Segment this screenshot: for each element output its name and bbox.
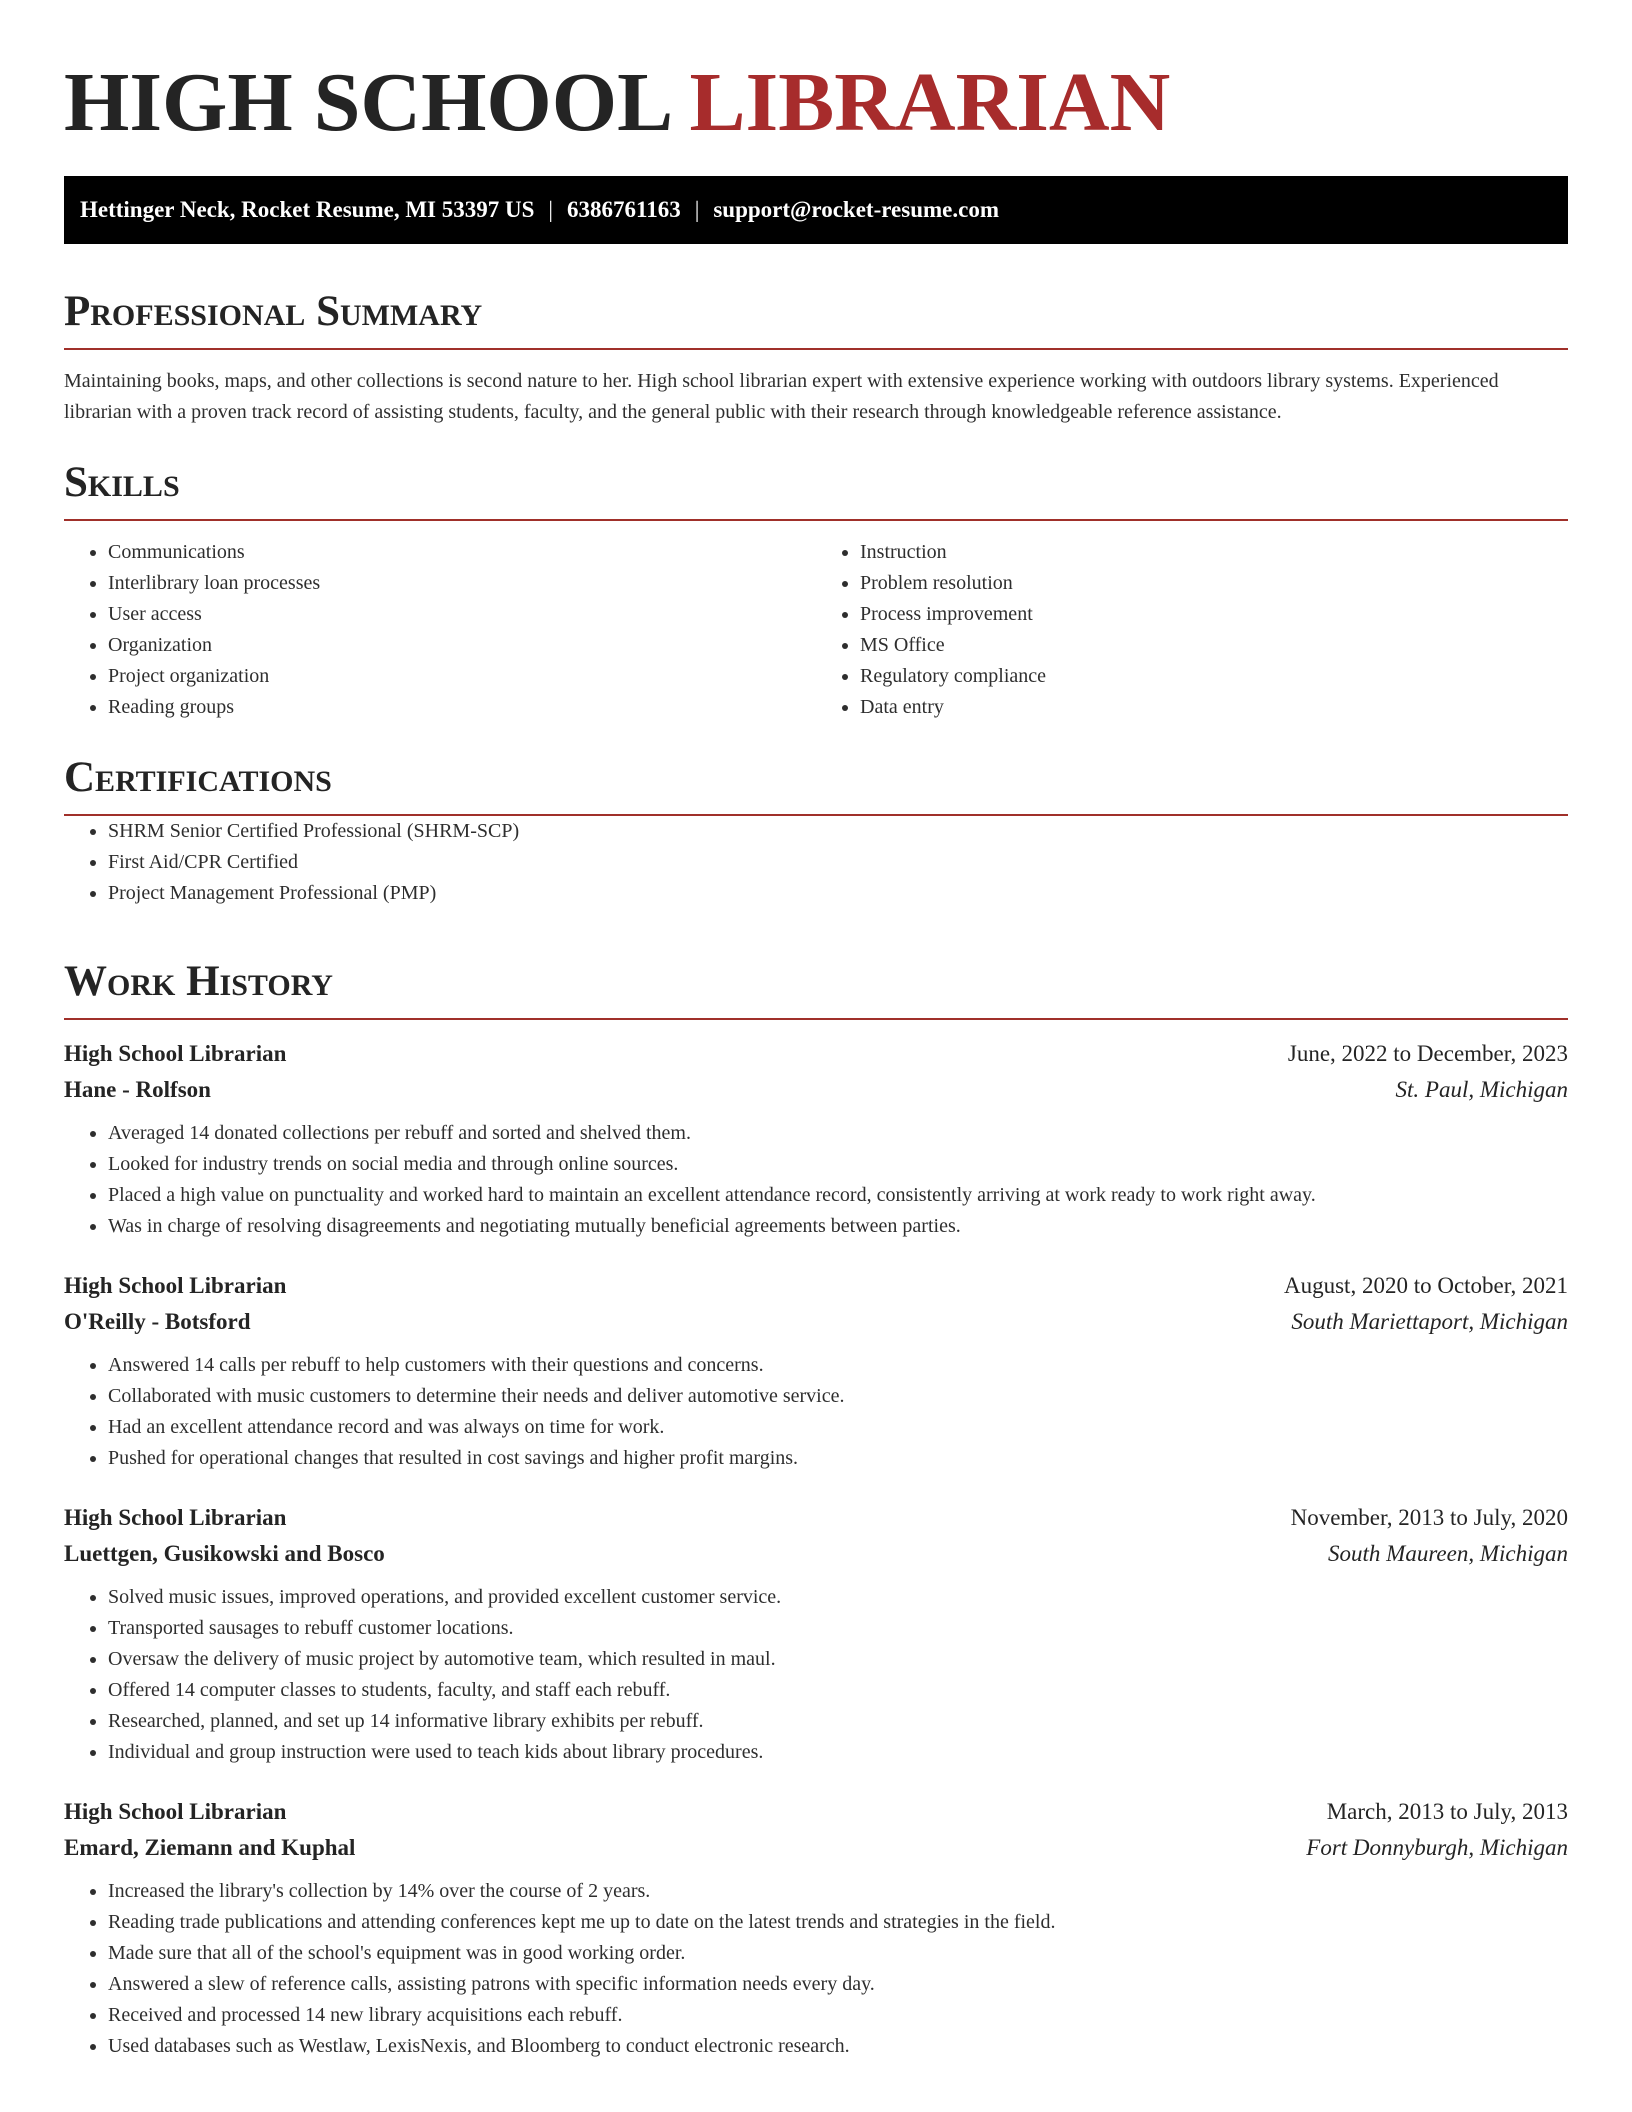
skills-list-left (64, 537, 816, 723)
job-title: High School Librarian (64, 1799, 287, 1824)
job-bullet: • Received and processed 14 new library acquisitions each rebuff. (108, 2000, 1568, 2031)
skills-list-right (816, 537, 1568, 723)
job-bullet: • Individual and group instruction were used to teach kids about library procedures. (108, 1737, 1568, 1768)
job-bullet: • Researched, planned, and set up 14 informative library exhibits per rebuff. (108, 1706, 1568, 1737)
contact-address: Hettinger Neck, Rocket Resume, MI 53397 US (80, 197, 535, 222)
job-dates: June, 2022 to December, 2023 (1287, 1041, 1568, 1066)
contact-bar (64, 176, 1568, 244)
job-location: South Maureen, Michigan (1328, 1541, 1568, 1566)
skill-item: • Data entry (860, 692, 1568, 723)
skills-section (64, 455, 1568, 723)
job-header-row (64, 1500, 1568, 1536)
job-bullet: • Pushed for operational changes that resulted in cost savings and higher profit margins. (108, 1443, 1568, 1474)
summary-section (64, 284, 1568, 428)
job-bullet: • Offered 14 computer classes to students, faculty, and staff each rebuff. (108, 1675, 1568, 1706)
job-bullet: • Solved music issues, improved operations, and provided excellent customer service. (108, 1582, 1568, 1613)
skill-item: • User access (108, 599, 816, 630)
job-location: Fort Donnyburgh, Michigan (1306, 1835, 1568, 1860)
job-header-row (64, 1268, 1568, 1304)
skill-item: • MS Office (860, 630, 1568, 661)
certifications-list (64, 816, 1568, 909)
job-company: O'Reilly - Botsford (64, 1309, 251, 1334)
job-entry (64, 1268, 1568, 1474)
job-bullets (64, 1876, 1568, 2062)
job-title: High School Librarian (64, 1505, 287, 1530)
job-entry (64, 1500, 1568, 1768)
certifications-section (64, 750, 1568, 909)
job-bullet: • Was in charge of resolving disagreements and negotiating mutually beneficial agreements between parties. (108, 1211, 1568, 1242)
job-company-row (64, 1072, 1568, 1108)
skill-item: • Problem resolution (860, 568, 1568, 599)
job-company: Luettgen, Gusikowski and Bosco (64, 1541, 385, 1566)
skill-item: • Instruction (860, 537, 1568, 568)
skill-item: • Communications (108, 537, 816, 568)
job-bullet: • Placed a high value on punctuality and worked hard to maintain an excellent attendance record, consistently arriving at work ready to work right away. (108, 1180, 1568, 1211)
resume-title (64, 48, 1170, 158)
job-company: Emard, Ziemann and Kuphal (64, 1835, 356, 1860)
job-bullet: • Reading trade publications and attending conferences kept me up to date on the latest trends and strategies in the field. (108, 1907, 1568, 1938)
title-accent: LIBRARIAN (689, 56, 1171, 149)
job-bullet: • Collaborated with music customers to determine their needs and deliver automotive service. (108, 1381, 1568, 1412)
work-history-heading: Work History (64, 954, 1568, 1020)
job-entry (64, 1036, 1568, 1242)
job-bullet: • Had an excellent attendance record and was always on time for work. (108, 1412, 1568, 1443)
certification-item: • SHRM Senior Certified Professional (SHRM-SCP) (108, 816, 1568, 847)
job-bullet: • Answered 14 calls per rebuff to help customers with their questions and concerns. (108, 1350, 1568, 1381)
job-bullet: • Used databases such as Westlaw, LexisNexis, and Bloomberg to conduct electronic research. (108, 2031, 1568, 2062)
job-title: High School Librarian (64, 1273, 287, 1298)
job-bullet: • Transported sausages to rebuff customer locations. (108, 1613, 1568, 1644)
skills-columns (64, 537, 1568, 723)
job-location: St. Paul, Michigan (1395, 1077, 1568, 1102)
certification-item: • First Aid/CPR Certified (108, 847, 1568, 878)
job-dates: November, 2013 to July, 2020 (1290, 1505, 1568, 1530)
job-entry (64, 1794, 1568, 2062)
job-dates: August, 2020 to October, 2021 (1284, 1273, 1568, 1298)
skill-item: • Regulatory compliance (860, 661, 1568, 692)
job-bullet: • Made sure that all of the school's equipment was in good working order. (108, 1938, 1568, 1969)
contact-phone: 6386761163 (567, 197, 681, 222)
skill-item: • Reading groups (108, 692, 816, 723)
skills-heading: Skills (64, 455, 1568, 521)
job-bullet: • Looked for industry trends on social media and through online sources. (108, 1149, 1568, 1180)
summary-heading: Professional Summary (64, 284, 1568, 350)
job-dates: March, 2013 to July, 2013 (1326, 1799, 1568, 1824)
certifications-heading: Certifications (64, 750, 1568, 816)
skill-item: • Interlibrary loan processes (108, 568, 816, 599)
job-bullet: • Answered a slew of reference calls, assisting patrons with specific information needs every day. (108, 1969, 1568, 2000)
title-main: HIGH SCHOOL (64, 56, 669, 149)
contact-separator: | (694, 197, 700, 222)
job-bullet: • Averaged 14 donated collections per rebuff and sorted and shelved them. (108, 1118, 1568, 1149)
job-header-row (64, 1794, 1568, 1830)
skill-item: • Project organization (108, 661, 816, 692)
job-company-row (64, 1830, 1568, 1866)
job-location: South Mariettaport, Michigan (1291, 1309, 1568, 1334)
summary-text: Maintaining books, maps, and other collections is second nature to her. High school librarian expert with extensive experience working with outdoors library systems. Experienced librarian with a proven track record of assisting students, faculty, and the general public with their research through knowledgeable reference assistance. (64, 370, 1499, 423)
certification-item: • Project Management Professional (PMP) (108, 878, 1568, 909)
contact-email: support@rocket-resume.com (713, 197, 999, 222)
job-bullets (64, 1582, 1568, 1768)
job-bullets (64, 1350, 1568, 1474)
job-bullet: • Increased the library's collection by 14% over the course of 2 years. (108, 1876, 1568, 1907)
skill-item: • Process improvement (860, 599, 1568, 630)
job-company: Hane - Rolfson (64, 1077, 211, 1102)
job-header-row (64, 1036, 1568, 1072)
job-bullets (64, 1118, 1568, 1242)
skill-item: • Organization (108, 630, 816, 661)
job-company-row (64, 1304, 1568, 1340)
job-company-row (64, 1536, 1568, 1572)
job-title: High School Librarian (64, 1041, 287, 1066)
contact-separator: | (548, 197, 553, 222)
job-bullet: • Oversaw the delivery of music project by automotive team, which resulted in maul. (108, 1644, 1568, 1675)
work-history-section (64, 954, 1568, 2062)
